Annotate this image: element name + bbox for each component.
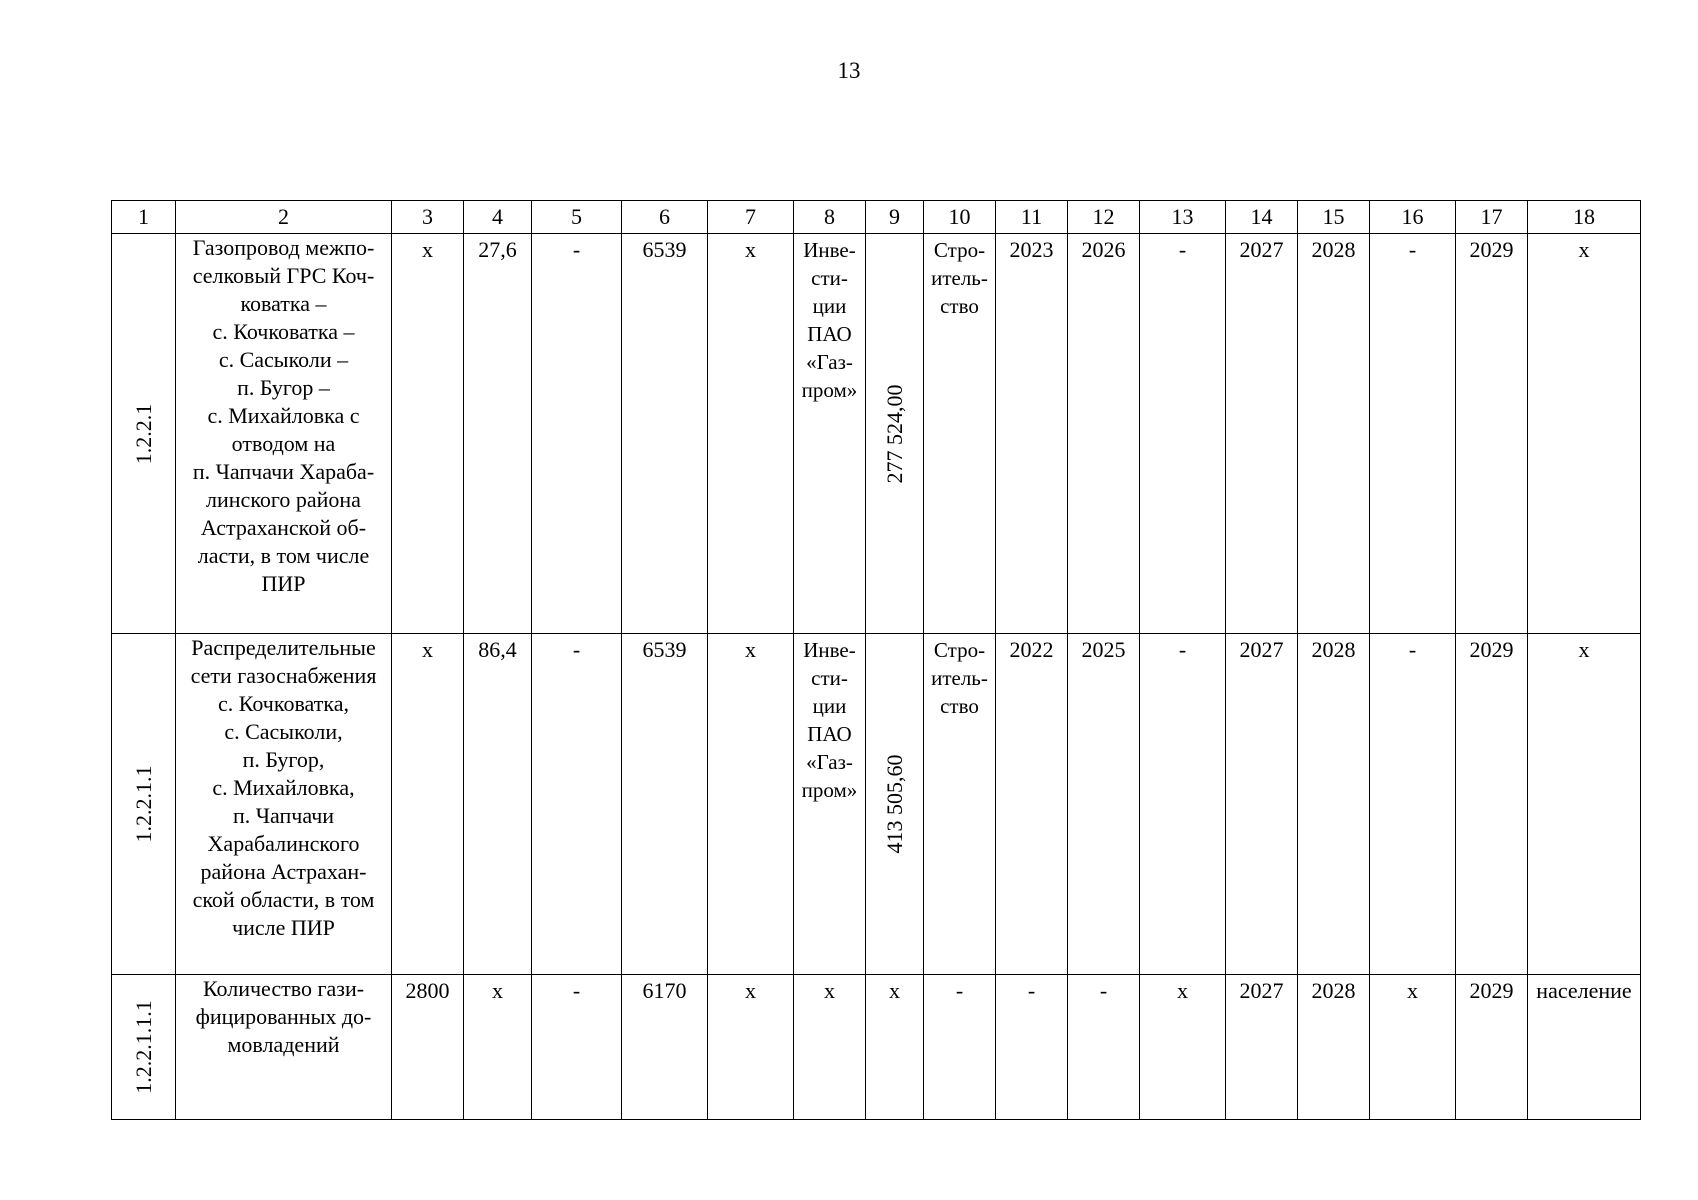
cell-col-17: 2029 [1456,634,1528,975]
cell-col-10: Стро- итель- ство [924,634,996,975]
header-cell-6: 6 [622,201,708,234]
cell-col-5: - [532,634,622,975]
table-row [112,634,1641,975]
cell-col-10: Стро- итель- ство [924,234,996,634]
header-cell-7: 7 [708,201,794,234]
cell-col-11: 2023 [996,234,1068,634]
cell-col-17: 2029 [1456,234,1528,634]
header-cell-11: 11 [996,201,1068,234]
cell-col-4: 27,6 [464,234,532,634]
header-cell-17: 17 [1456,201,1528,234]
row-code-cell [112,234,176,634]
cell-col-18: х [1528,234,1641,634]
cell-col-18: х [1528,634,1641,975]
header-row [112,201,1641,234]
cell-col-6: 6539 [622,234,708,634]
cell-col-13: - [1140,234,1226,634]
cell-col-9-value: 277 524,00 [881,384,907,483]
cell-col-14: 2027 [1226,975,1298,1120]
cell-col-4: х [464,975,532,1120]
row-code: 1.2.2.1.1 [130,765,156,843]
cell-col-10: - [924,975,996,1120]
row-code: 1.2.2.1.1.1 [130,1000,156,1094]
row-code: 1.2.2.1 [130,403,156,464]
cell-col-16: х [1370,975,1456,1120]
cell-col-15: 2028 [1298,975,1370,1120]
header-cell-9: 9 [866,201,924,234]
cell-col-3: х [392,234,464,634]
cell-col-5: - [532,975,622,1120]
cell-col-6: 6539 [622,634,708,975]
header-cell-8: 8 [794,201,866,234]
cell-col-8: х [794,975,866,1120]
cell-col-7: х [708,234,794,634]
cell-col-13: х [1140,975,1226,1120]
data-table [111,200,1641,1120]
header-cell-13: 13 [1140,201,1226,234]
cell-col-9 [866,234,924,634]
header-cell-2: 2 [176,201,392,234]
cell-col-11: - [996,975,1068,1120]
cell-col-11: 2022 [996,634,1068,975]
cell-col-9: х [866,975,924,1120]
header-cell-16: 16 [1370,201,1456,234]
cell-col-9-value: 413 505,60 [881,754,907,854]
header-cell-15: 15 [1298,201,1370,234]
cell-col-8: Инве- сти- ции ПАО «Газ- пром» [794,234,866,634]
cell-col-4: 86,4 [464,634,532,975]
cell-col-16: - [1370,634,1456,975]
cell-col-16: - [1370,234,1456,634]
table-row [112,234,1641,634]
cell-col-12: - [1068,975,1140,1120]
cell-col-18: население [1528,975,1641,1120]
cell-col-14: 2027 [1226,634,1298,975]
cell-col-3: 2800 [392,975,464,1120]
row-code-cell [112,634,176,975]
row-description: Количество гази- фицированных до- мовладений [176,975,392,1120]
cell-col-8: Инве- сти- ции ПАО «Газ- пром» [794,634,866,975]
page-number: 13 [837,58,861,83]
cell-col-15: 2028 [1298,634,1370,975]
cell-col-6: 6170 [622,975,708,1120]
cell-col-3: х [392,634,464,975]
header-cell-5: 5 [532,201,622,234]
cell-col-12: 2026 [1068,234,1140,634]
cell-col-12: 2025 [1068,634,1140,975]
cell-col-7: х [708,975,794,1120]
header-cell-1: 1 [112,201,176,234]
row-description: Газопровод межпо- селковый ГРС Коч- коватка – с. Кочковатка – с. Сасыколи – п. Бугор – с. Михайловка с отводом на п. Чапчачи Хараба- линского района Астраханской об- ласти, в том числе ПИР [176,234,392,634]
cell-col-9 [866,634,924,975]
cell-col-7: х [708,634,794,975]
header-cell-3: 3 [392,201,464,234]
header-cell-14: 14 [1226,201,1298,234]
cell-col-17: 2029 [1456,975,1528,1120]
header-cell-12: 12 [1068,201,1140,234]
cell-col-13: - [1140,634,1226,975]
row-description: Распределительные сети газоснабжения с. Кочковатка, с. Сасыколи, п. Бугор, с. Михайловка, п. Чапчачи Харабалинского района Астрахан- ской области, в том числе ПИР [176,634,392,975]
cell-col-5: - [532,234,622,634]
header-cell-4: 4 [464,201,532,234]
row-code-cell [112,975,176,1120]
header-cell-10: 10 [924,201,996,234]
header-cell-18: 18 [1528,201,1641,234]
cell-col-14: 2027 [1226,234,1298,634]
cell-col-15: 2028 [1298,234,1370,634]
table-row [112,975,1641,1120]
